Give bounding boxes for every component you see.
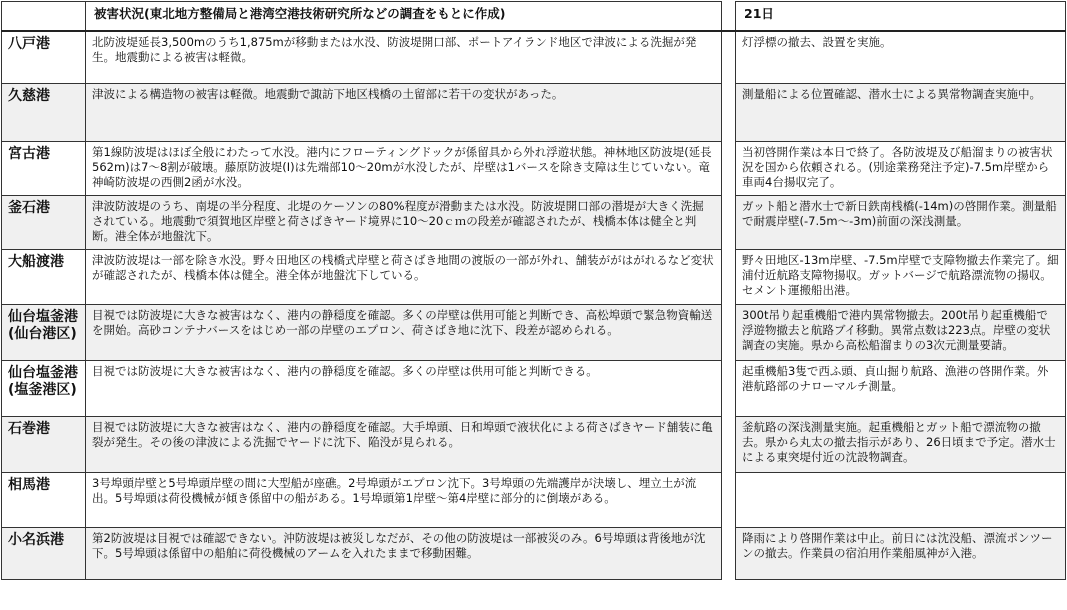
damage-text: 津波防波堤のうち、南堤の半分程度、北堤のケーソンの80%程度が滑動または水没。防波堤開口部の潜堤が大きく洗掘されている。地震動で須賀地区岸壁と荷さばきヤード境界に10〜20ｃｍの段差が確認されたが、桟橋本体は健全と判断。港全体が地盤沈下。 [86, 195, 722, 249]
table-row-ishinomaki [2, 416, 1066, 472]
day21-text: 釜航路の深浅測量実施。起重機船とガット船で漂流物の撤去。県から丸太の撤去指示があり、26日頃まで予定。潜水士による東突堤付近の沈設物調査。 [736, 416, 1066, 472]
day21-text: 降雨により啓開作業は中止。前日には沈没船、漂流ポンツーンの撤去。作業員の宿泊用作業船風神が入港。 [736, 527, 1066, 579]
port-name: 小名浜港 [2, 527, 86, 579]
table-row-soma [2, 472, 1066, 527]
table-row-kamaishi [2, 195, 1066, 249]
port-name: 久慈港 [2, 83, 86, 141]
column-gap [722, 360, 736, 416]
column-gap [722, 416, 736, 472]
day21-text [736, 472, 1066, 527]
port-name: 大船渡港 [2, 249, 86, 304]
port-name: 相馬港 [2, 472, 86, 527]
column-gap [722, 527, 736, 579]
day21-text: 測量船による位置確認、潜水士による異常物調査実施中。 [736, 83, 1066, 141]
day21-text: 起重機船3隻で西ふ頭、貞山掘り航路、漁港の啓開作業。外港航路部のナローマルチ測量。 [736, 360, 1066, 416]
header-day-21: 21日 [736, 2, 1066, 32]
table-header-row [2, 2, 1066, 32]
damage-text: 北防波堤延長3,500mのうち1,875mが移動または水没、防波堤開口部、ポートアイランド地区で津波による洗掘が発生。地震動による被害は軽微。 [86, 31, 722, 83]
day21-text: 当初啓開作業は本日で終了。各防波堤及び船溜まりの被害状況を国から依頼される。(別途業務発注予定)-7.5m岸壁から車両4台揚収完了。 [736, 141, 1066, 195]
damage-text: 津波による構造物の被害は軽微。地震動で諏訪下地区桟橋の土留部に若干の変状があった。 [86, 83, 722, 141]
day21-text: 灯浮標の撤去、設置を実施。 [736, 31, 1066, 83]
table-row-miyako [2, 141, 1066, 195]
table-row-hachinohe [2, 31, 1066, 83]
damage-text: 目視では防波堤に大きな被害はなく、港内の静穏度を確認。多くの岸壁は供用可能と判断でき、高松埠頭で緊急物資輸送を開始。高砂コンテナバースをはじめ一部の岸壁のエプロン、荷さばき地に沈下、段差が認められる。 [86, 304, 722, 360]
table-row-onahama [2, 527, 1066, 579]
damage-text: 3号埠頭岸壁と5号埠頭岸壁の間に大型船が座礁。2号埠頭がエプロン沈下。3号埠頭の先端護岸が決壊し、埋立土が流出。5号埠頭は荷役機械が傾き係留中の船がある。1号埠頭第1岸壁〜第4岸壁に部分的に倒壊がある。 [86, 472, 722, 527]
header-port [2, 2, 86, 32]
port-name: 宮古港 [2, 141, 86, 195]
port-name: 石巻港 [2, 416, 86, 472]
column-gap [722, 195, 736, 249]
column-gap [722, 2, 736, 32]
port-name: 八戸港 [2, 31, 86, 83]
table-row-shiogama [2, 360, 1066, 416]
column-gap [722, 249, 736, 304]
column-gap [722, 141, 736, 195]
damage-text: 第1線防波堤はほぼ全般にわたって水没。港内にフローティングドックが係留具から外れ浮遊状態。神林地区防波堤(延長562m)は7〜8割が破壊。藤原防波堤(Ⅰ)は先端部10〜20mが水没したが、岸壁は1バースを除き支障は生じていない。竜神崎防波堤の西側2函が水没。 [86, 141, 722, 195]
column-gap [722, 83, 736, 141]
table-row-sendai [2, 304, 1066, 360]
damage-text: 目視では防波堤に大きな被害はなく、港内の静穏度を確認。多くの岸壁は供用可能と判断できる。 [86, 360, 722, 416]
column-gap [722, 304, 736, 360]
port-name: 仙台塩釜港 (塩釜港区) [2, 360, 86, 416]
column-gap [722, 31, 736, 83]
day21-text: 300t吊り起重機船で港内異常物撤去。200t吊り起重機船で浮遊物撤去と航路ブイ移動。異常点数は223点。岸壁の変状調査の実施。県から高松船溜まりの3次元測量要請。 [736, 304, 1066, 360]
table-row-ofunato [2, 249, 1066, 304]
column-gap [722, 472, 736, 527]
table-row-kuji [2, 83, 1066, 141]
port-name: 仙台塩釜港 (仙台港区) [2, 304, 86, 360]
damage-text: 津波防波堤は一部を除き水没。野々田地区の桟橋式岸壁と荷さばき地間の渡版の一部が外れ、舗装ががはがれるなど変状が確認されたが、桟橋本体は健全。港全体が地盤沈下している。 [86, 249, 722, 304]
day21-text: 野々田地区-13m岸壁、-7.5m岸壁で支障物撤去作業完了。細浦付近航路支障物揚収。ガットバージで航路漂流物の揚収。セメント運搬船出港。 [736, 249, 1066, 304]
day21-text: ガット船と潜水士で新日鉄南桟橋(-14m)の啓開作業。測量船で耐震岸壁(-7.5m〜-3m)前面の深浅測量。 [736, 195, 1066, 249]
header-damage-status: 被害状況(東北地方整備局と港湾空港技術研究所などの調査をもとに作成) [86, 2, 722, 32]
port-damage-table [1, 1, 1066, 580]
damage-text: 第2防波堤は目視では確認できない。沖防波堤は被災しなだが、その他の防波堤は一部被災のみ。6号埠頭は背後地が沈下。5号埠頭は係留中の船舶に荷役機械のアームを入れたままで移動困難。 [86, 527, 722, 579]
port-name: 釜石港 [2, 195, 86, 249]
damage-text: 目視では防波堤に大きな被害はなく、港内の静穏度を確認。大手埠頭、日和埠頭で液状化による荷さばきヤード舗装に亀裂が発生。その後の津波による洗掘でヤードに沈下、陥没が見られる。 [86, 416, 722, 472]
